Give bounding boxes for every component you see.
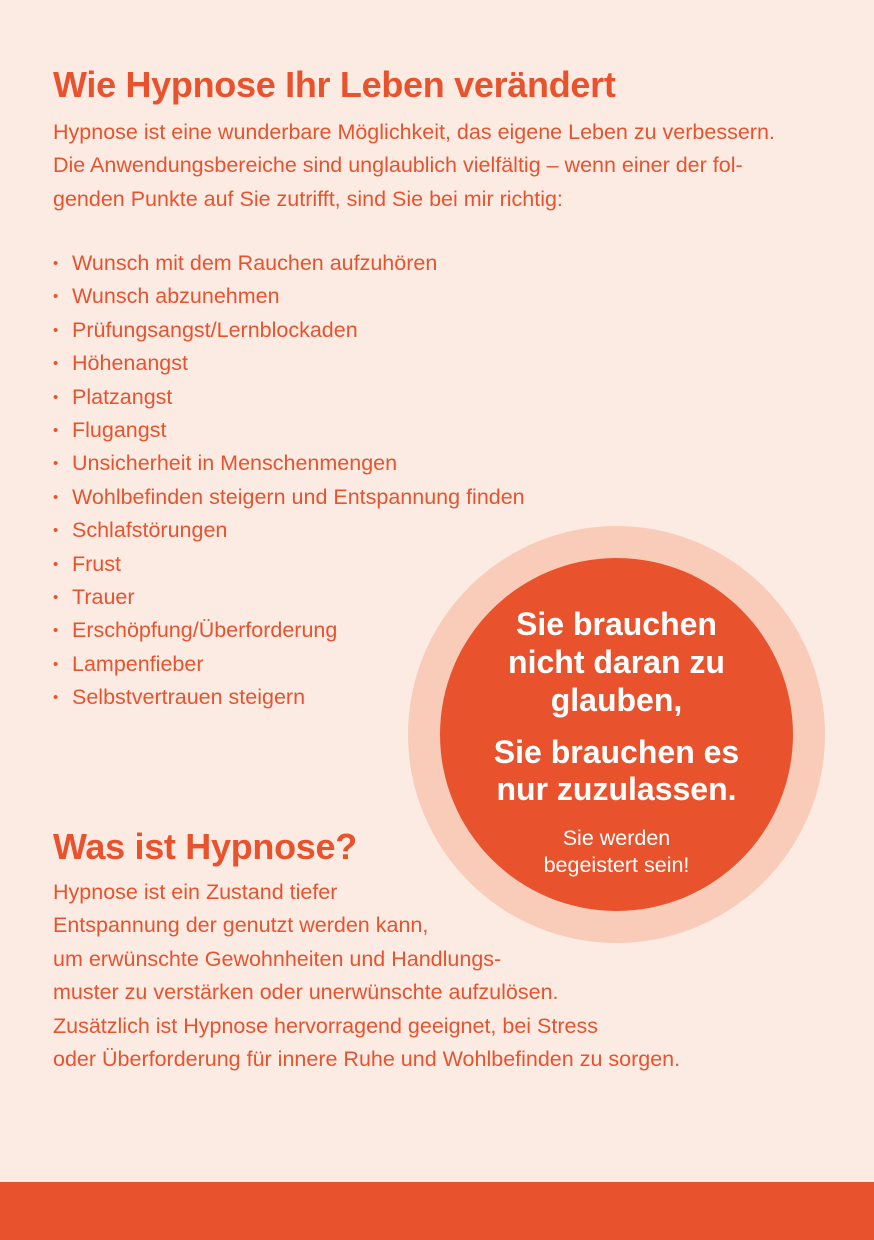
list-item: • Wunsch mit dem Rauchen aufzuhören [53,247,525,280]
body-line: muster zu verstärken oder unerwünschte aufzulösen. [53,980,559,1005]
intro-line: genden Punkte auf Sie zutrifft, sind Sie bei mir richtig: [53,186,563,211]
body-line: Zusätzlich ist Hypnose hervorragend geeignet, bei Stress [53,1013,598,1038]
list-item: • Lampenfieber [53,648,525,681]
callout-quote-3 [440,825,793,879]
callout-line: Sie werden [562,826,671,850]
footer-bar [0,1182,874,1240]
callout-line: Sie brauchen [516,606,717,642]
callout-circle [440,558,793,911]
callout-line: glauben, [550,682,683,718]
list-item: • Schlafstörungen [53,514,525,547]
body-line: Entspannung der genutzt werden kann, [53,913,429,938]
list-item: • Wunsch abzunehmen [53,280,525,313]
list-item: • Erschöpfung/Überforderung [53,614,525,647]
list-item: • Selbstvertrauen steigern [53,681,525,714]
list-item: • Platzangst [53,381,525,414]
body-line: oder Überforderung für innere Ruhe und Wohlbefinden zu sorgen. [53,1047,681,1072]
definition-paragraph [53,876,680,1076]
intro-paragraph [53,116,843,216]
list-item: • Trauer [53,581,525,614]
body-line: Hypnose ist ein Zustand tiefer [53,880,338,904]
callout-line: nur zuzulassen. [496,771,737,807]
intro-line: Hypnose ist eine wunderbare Möglichkeit, das eigene Leben zu verbessern. [53,120,775,144]
callout-line: nicht daran zu [508,644,725,680]
callout-quote-2 [440,734,793,808]
callout-line: Sie brauchen es [493,734,740,770]
page-title: Wie Hypnose Ihr Leben verändert [53,64,616,105]
callout-line: begeistert sein! [543,853,690,877]
section-title: Was ist Hypnose? [53,826,357,867]
list-item: • Prüfungsangst/Lernblockaden [53,314,525,347]
body-line: um erwünschte Gewohnheiten und Handlungs- [53,946,502,971]
list-item: • Unsicherheit in Menschenmengen [53,447,525,480]
list-item: • Flugangst [53,414,525,447]
list-item: • Frust [53,548,525,581]
callout-quote-1 [440,605,793,719]
list-item: • Wohlbefinden steigern und Entspannung finden [53,481,525,514]
intro-line: Die Anwendungsbereiche sind unglaublich vielfältig – wenn einer der fol- [53,153,743,178]
list-item: • Höhenangst [53,347,525,380]
